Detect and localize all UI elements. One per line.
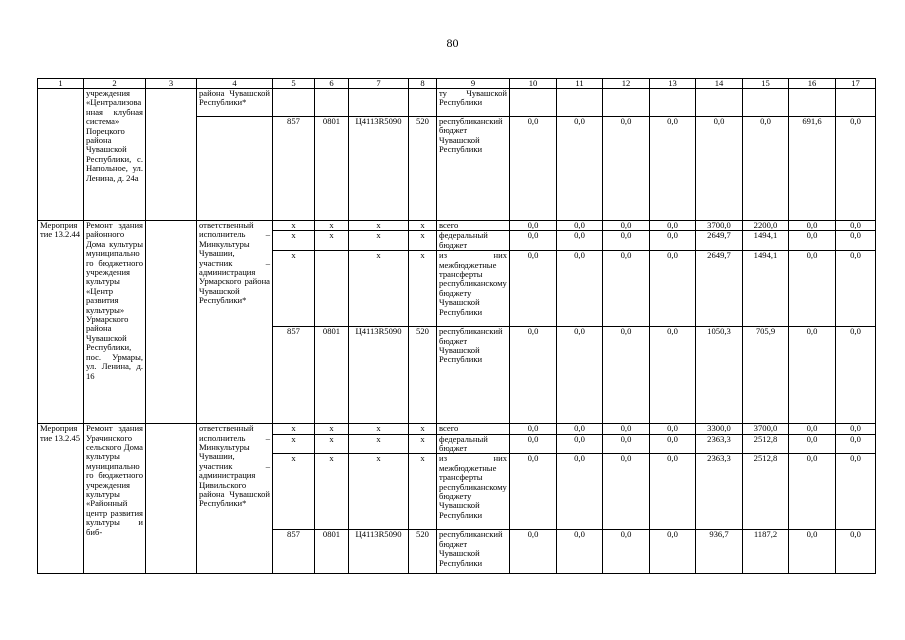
value-cell: 0,0: [557, 327, 603, 424]
budget-table: [37, 78, 876, 574]
code-cell: x: [273, 231, 315, 251]
value-cell: 0,0: [510, 424, 557, 434]
value-cell: 1494,1: [743, 231, 789, 251]
code-cell: 857: [273, 117, 315, 221]
measure-number: [38, 89, 84, 221]
code-cell: [409, 89, 437, 117]
funding-source: федеральный бюджет: [437, 434, 510, 454]
value-cell: 0,0: [510, 530, 557, 574]
funding-source: из них межбюджетные трансферты республиканскому бюджету Чувашской Республики: [437, 454, 510, 530]
code-cell: 520: [409, 327, 437, 424]
responsible: района Чувашской Республики*: [197, 89, 273, 117]
code-cell: x: [273, 454, 315, 530]
code-cell: 857: [273, 327, 315, 424]
code-cell: x: [409, 221, 437, 231]
empty-cell: [146, 89, 197, 221]
value-cell: 0,0: [836, 530, 876, 574]
value-cell: [557, 89, 603, 117]
value-cell: 0,0: [836, 117, 876, 221]
code-cell: x: [409, 251, 437, 327]
value-cell: 0,0: [650, 117, 696, 221]
value-cell: 0,0: [789, 530, 836, 574]
value-cell: 0,0: [836, 221, 876, 231]
value-cell: 0,0: [650, 251, 696, 327]
code-cell: x: [409, 424, 437, 434]
value-cell: [743, 89, 789, 117]
value-cell: [603, 89, 650, 117]
funding-source: республиканский бюджет Чувашской Республики: [437, 530, 510, 574]
value-cell: 0,0: [650, 434, 696, 454]
column-number: 16: [789, 79, 836, 89]
code-cell: 0801: [315, 327, 349, 424]
column-number: 15: [743, 79, 789, 89]
column-number: 3: [146, 79, 197, 89]
funding-source: всего: [437, 424, 510, 434]
value-cell: 0,0: [836, 231, 876, 251]
code-cell: x: [349, 454, 409, 530]
code-cell: 520: [409, 530, 437, 574]
value-cell: 0,0: [696, 117, 743, 221]
value-cell: 0,0: [789, 231, 836, 251]
value-cell: 0,0: [510, 231, 557, 251]
code-cell: x: [273, 434, 315, 454]
value-cell: 0,0: [603, 424, 650, 434]
column-number: 5: [273, 79, 315, 89]
code-cell: [273, 89, 315, 117]
code-cell: x: [409, 231, 437, 251]
funding-source: республиканский бюджет Чувашской Республики: [437, 327, 510, 424]
value-cell: [696, 89, 743, 117]
value-cell: 0,0: [836, 251, 876, 327]
value-cell: 0,0: [789, 424, 836, 434]
empty-cell: [146, 424, 197, 574]
value-cell: 0,0: [557, 117, 603, 221]
code-cell: x: [349, 424, 409, 434]
value-cell: 0,0: [789, 454, 836, 530]
value-cell: 2363,3: [696, 434, 743, 454]
column-number: 9: [437, 79, 510, 89]
value-cell: 0,0: [789, 434, 836, 454]
value-cell: 1494,1: [743, 251, 789, 327]
value-cell: 0,0: [650, 221, 696, 231]
value-cell: 0,0: [650, 454, 696, 530]
code-cell: x: [409, 434, 437, 454]
code-cell: x: [349, 434, 409, 454]
value-cell: 0,0: [603, 231, 650, 251]
value-cell: 2649,7: [696, 231, 743, 251]
column-number: 6: [315, 79, 349, 89]
value-cell: 0,0: [789, 251, 836, 327]
measure-name: Ремонт здания районного Дома культуры муниципального бюджетного учреждения культуры «Центр развития культуры» Урмарского района Чувашской Республики, пос. Урмары, ул. Ленина, д. 16: [84, 221, 146, 424]
value-cell: 0,0: [510, 251, 557, 327]
value-cell: 0,0: [557, 434, 603, 454]
value-cell: 2363,3: [696, 454, 743, 530]
value-cell: 1050,3: [696, 327, 743, 424]
value-cell: 0,0: [789, 221, 836, 231]
column-number: 8: [409, 79, 437, 89]
code-cell: x: [273, 251, 315, 327]
value-cell: 0,0: [836, 327, 876, 424]
value-cell: 0,0: [650, 231, 696, 251]
table-row: [38, 424, 876, 434]
value-cell: 0,0: [510, 221, 557, 231]
value-cell: 936,7: [696, 530, 743, 574]
measure-name: учреждения «Централизованная клубная система» Порецкого района Чувашской Республики, с. Напольное, ул. Ленина, д. 24а: [84, 89, 146, 221]
column-number: 10: [510, 79, 557, 89]
code-cell: x: [315, 454, 349, 530]
measure-name: Ремонт здания Урачинского сельского Дома культуры муниципального бюджетного учреждения культуры «Районный центр развития культуры и биб-: [84, 424, 146, 574]
value-cell: 0,0: [650, 424, 696, 434]
code-cell: 0801: [315, 117, 349, 221]
column-number: 1: [38, 79, 84, 89]
value-cell: 0,0: [510, 454, 557, 530]
value-cell: 0,0: [557, 424, 603, 434]
column-number: 4: [197, 79, 273, 89]
value-cell: 0,0: [510, 327, 557, 424]
code-cell: 520: [409, 117, 437, 221]
value-cell: [789, 89, 836, 117]
value-cell: 0,0: [743, 117, 789, 221]
column-number: 11: [557, 79, 603, 89]
value-cell: 2200,0: [743, 221, 789, 231]
funding-source: республиканский бюджет Чувашской Республики: [437, 117, 510, 221]
code-cell: 857: [273, 530, 315, 574]
funding-source: всего: [437, 221, 510, 231]
measure-number: Мероприятие 13.2.45: [38, 424, 84, 574]
value-cell: [510, 89, 557, 117]
column-number: 14: [696, 79, 743, 89]
code-cell: Ц4113R5090: [349, 530, 409, 574]
code-cell: [315, 251, 349, 327]
table-row: [38, 89, 876, 117]
value-cell: 0,0: [650, 327, 696, 424]
funding-source: федеральный бюджет: [437, 231, 510, 251]
responsible: ответственный исполнитель – Минкультуры Чувашии, участник – администрация Цивильского района Чувашской Республики*: [197, 424, 273, 574]
funding-source: из них межбюджетные трансферты республиканскому бюджету Чувашской Республики: [437, 251, 510, 327]
value-cell: 3700,0: [743, 424, 789, 434]
value-cell: 0,0: [836, 454, 876, 530]
code-cell: [315, 89, 349, 117]
value-cell: 2512,8: [743, 454, 789, 530]
table-row: [38, 221, 876, 231]
value-cell: 0,0: [603, 221, 650, 231]
value-cell: 0,0: [603, 434, 650, 454]
value-cell: 0,0: [603, 530, 650, 574]
value-cell: 0,0: [836, 434, 876, 454]
value-cell: 2649,7: [696, 251, 743, 327]
column-number: 13: [650, 79, 696, 89]
code-cell: x: [315, 434, 349, 454]
value-cell: 2512,8: [743, 434, 789, 454]
responsible: [197, 117, 273, 221]
column-number: 12: [603, 79, 650, 89]
value-cell: 0,0: [557, 231, 603, 251]
measure-number: Мероприятие 13.2.44: [38, 221, 84, 424]
code-cell: Ц4113R5090: [349, 117, 409, 221]
code-cell: x: [315, 424, 349, 434]
value-cell: 0,0: [557, 221, 603, 231]
value-cell: 0,0: [603, 251, 650, 327]
code-cell: x: [349, 221, 409, 231]
code-cell: x: [349, 231, 409, 251]
funding-source: ту Чувашской Республики: [437, 89, 510, 117]
empty-cell: [146, 221, 197, 424]
code-cell: Ц4113R5090: [349, 327, 409, 424]
value-cell: 3700,0: [696, 221, 743, 231]
page-number: 80: [446, 36, 459, 50]
value-cell: 0,0: [836, 424, 876, 434]
value-cell: 0,0: [603, 327, 650, 424]
value-cell: [650, 89, 696, 117]
value-cell: [836, 89, 876, 117]
code-cell: x: [315, 221, 349, 231]
code-cell: x: [273, 424, 315, 434]
responsible: ответственный исполнитель – Минкультуры Чувашии, участник – администрация Урмарского района Чувашской Республики*: [197, 221, 273, 424]
value-cell: 691,6: [789, 117, 836, 221]
code-cell: [349, 89, 409, 117]
value-cell: 0,0: [510, 117, 557, 221]
column-number: 7: [349, 79, 409, 89]
code-cell: x: [349, 251, 409, 327]
value-cell: 0,0: [789, 327, 836, 424]
code-cell: x: [409, 454, 437, 530]
code-cell: x: [315, 231, 349, 251]
column-number: 17: [836, 79, 876, 89]
value-cell: 3300,0: [696, 424, 743, 434]
code-cell: 0801: [315, 530, 349, 574]
column-number: 2: [84, 79, 146, 89]
value-cell: 0,0: [510, 434, 557, 454]
value-cell: 0,0: [557, 251, 603, 327]
value-cell: 0,0: [650, 530, 696, 574]
column-number-row: [38, 79, 876, 89]
value-cell: 0,0: [557, 454, 603, 530]
code-cell: x: [273, 221, 315, 231]
value-cell: 0,0: [603, 454, 650, 530]
value-cell: 0,0: [557, 530, 603, 574]
value-cell: 1187,2: [743, 530, 789, 574]
value-cell: 705,9: [743, 327, 789, 424]
value-cell: 0,0: [603, 117, 650, 221]
